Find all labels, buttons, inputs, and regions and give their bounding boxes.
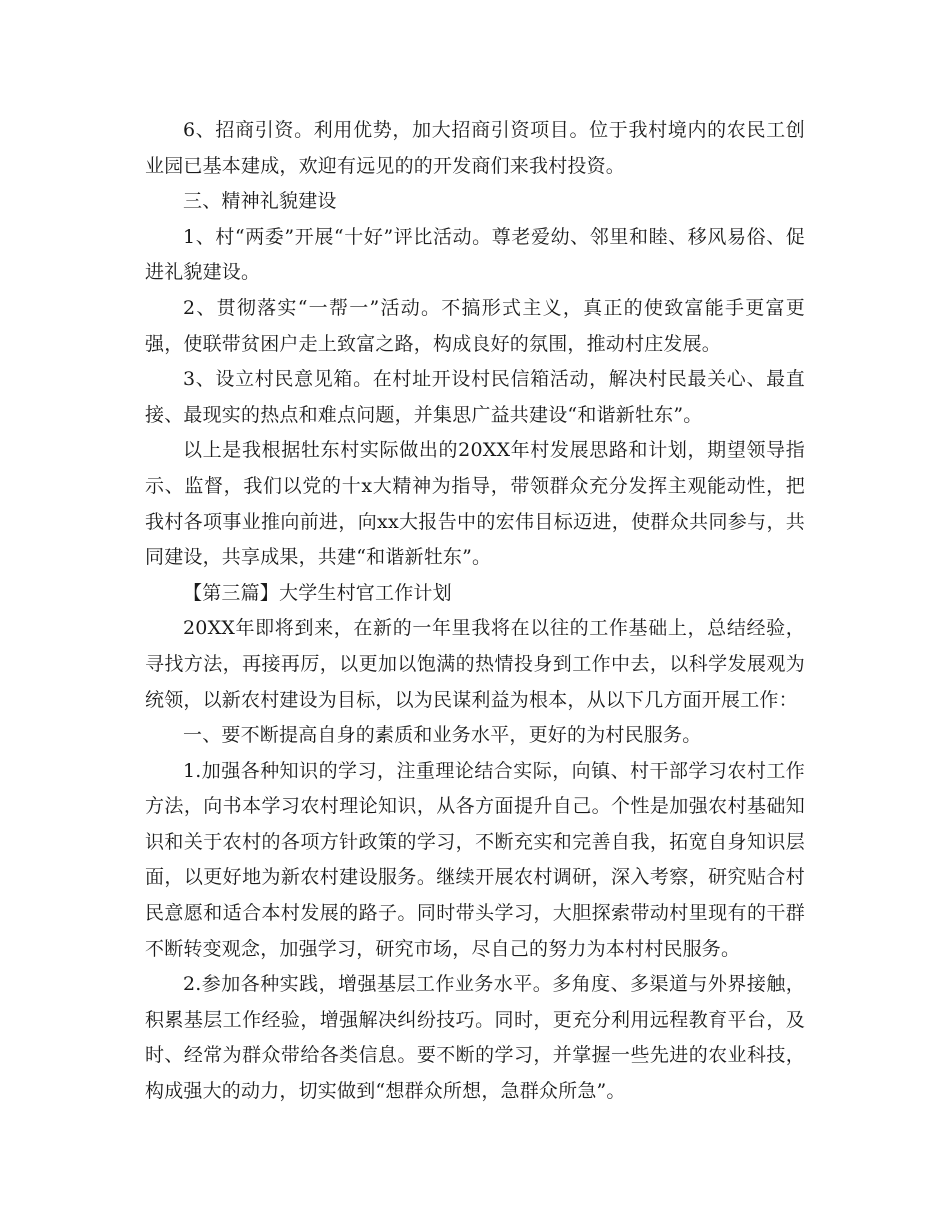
section-title-third-article: 【第三篇】大学生村官工作计划 bbox=[183, 581, 452, 604]
paragraph-one-helps-one: 2、贯彻落实“一帮一”活动。不搞形式主义，真正的使致富能手更富更强，使联带贫困户走上致富之路，构成良好的氛围，推动村庄发展。 bbox=[145, 296, 805, 355]
heading-spiritual-civility: 三、精神礼貌建设 bbox=[183, 190, 337, 213]
paragraph-practice: 2.参加各种实践，增强基层工作业务水平。多角度、多渠道与外界接触，积累基层工作经验，增强解决纠纷技巧。同时，更充分利用远程教育平台，及时、经常为群众带给各类信息。要不断的学习，并掌握一些先进的农业科技，构成强大的动力，切实做到“想群众所想，急群众所急”。 bbox=[145, 973, 805, 1103]
document-body bbox=[145, 113, 805, 1110]
paragraph-new-year-intro: 20XX年即将到来，在新的一年里我将在以往的工作基础上，总结经验，寻找方法，再接再厉，以更加以饱满的热情投身到工作中去，以科学发展观为统领，以新农村建设为目标，以为民谋利益为根本，从以下几方面开展工作： bbox=[145, 617, 805, 711]
paragraph-investment: 6、招商引资。利用优势，加大招商引资项目。位于我村境内的农民工创业园已基本建成，欢迎有远见的的开发商们来我村投资。 bbox=[145, 119, 805, 177]
heading-improve-quality: 一、要不断提高自身的素质和业务水平，更好的为村民服务。 bbox=[183, 724, 702, 747]
paragraph-summary: 以上是我根据牡东村实际做出的20XX年村发展思路和计划，期望领导指示、监督，我们以党的十x大精神为指导，带领群众充分发挥主观能动性，把我村各项事业推向前进，向xx大报告中的宏伟目标迈进，使群众共同参与，共同建设，共享成果，共建“和谐新牡东”。 bbox=[145, 439, 805, 569]
paragraph-opinion-box: 3、设立村民意见箱。在村址开设村民信箱活动，解决村民最关心、最直接、最现实的热点和难点问题，并集思广益共建设“和谐新牡东”。 bbox=[145, 368, 805, 426]
paragraph-study-knowledge: 1.加强各种知识的学习，注重理论结合实际，向镇、村干部学习农村工作方法，向书本学习农村理论知识，从各方面提升自己。个性是加强农村基础知识和关于农村的各项方针政策的学习，不断充实和完善自我，拓宽自身知识层面，以更好地为新农村建设服务。继续开展农村调研，深入考察，研究贴合村民意愿和适合本村发展的路子。同时带头学习，大胆探索带动村里现有的干群不断转变观念，加强学习，研究市场，尽自己的努力为本村村民服务。 bbox=[145, 759, 805, 960]
paragraph-ten-good-activity: 1、村“两委”开展“十好”评比活动。尊老爱幼、邻里和睦、移风易俗、促进礼貌建设。 bbox=[145, 225, 805, 284]
